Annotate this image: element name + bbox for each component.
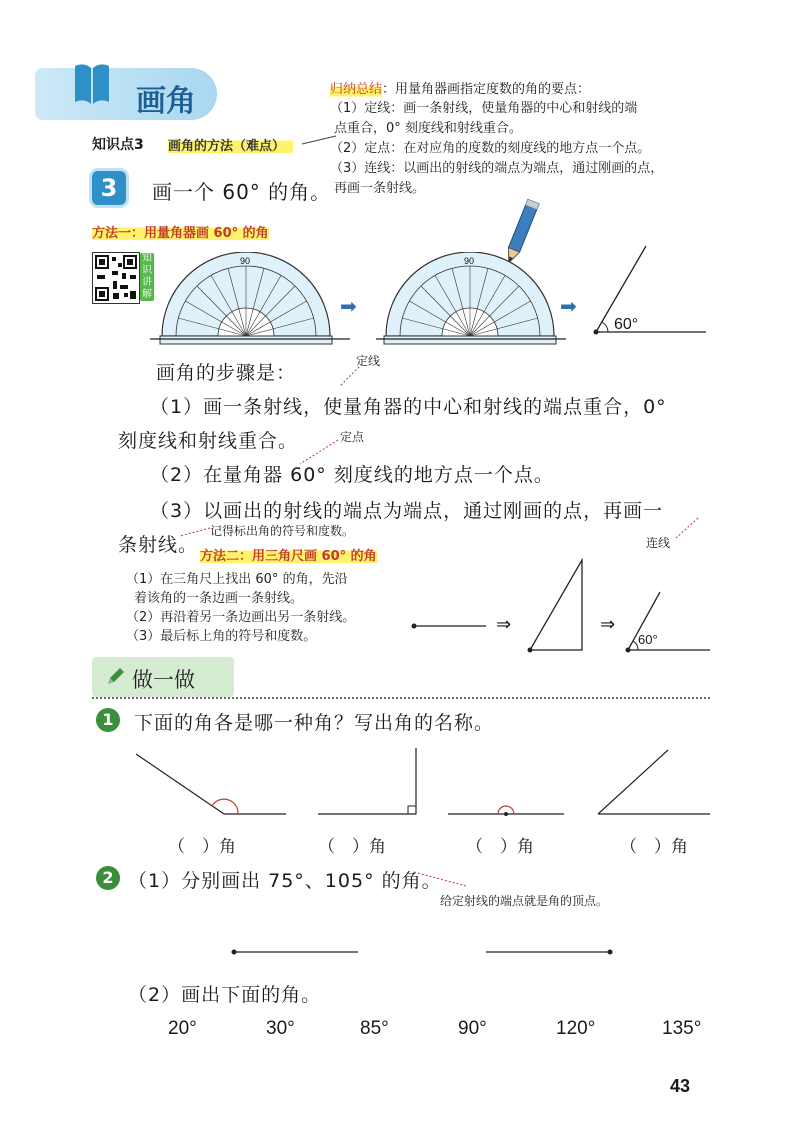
knowledge-point-label: 知识点3 xyxy=(92,137,144,153)
step1-line2: 刻度线和射线重合。 xyxy=(118,430,299,452)
note-arrow xyxy=(410,868,470,890)
angle-60-drawing xyxy=(590,240,710,340)
question-2-note: 给定射线的端点就是角的顶点。 xyxy=(440,894,609,908)
acute-angle xyxy=(598,750,710,814)
angle-value: 85° xyxy=(360,1018,389,1039)
method2-step: 着该角的一条边画一条射线。 xyxy=(134,591,304,606)
method2-step: （2）再沿着另一条边画出另一条射线。 xyxy=(126,610,356,625)
qr-label: 知识讲解 xyxy=(142,253,152,300)
ray-1 xyxy=(150,336,350,342)
summary-line: 点重合，0° 刻度线和射线重合。 xyxy=(334,121,522,136)
pencil-icon xyxy=(104,666,126,688)
divider xyxy=(92,697,710,699)
summary-line: （1）定线：画一条射线，使量角器的中心和射线的端 xyxy=(330,101,638,116)
ray-2 xyxy=(376,336,566,342)
note-arrow xyxy=(672,516,702,542)
given-ray-1[interactable] xyxy=(228,946,360,958)
obtuse-angle xyxy=(136,754,286,814)
question-number-2: 2 xyxy=(96,866,120,890)
qr-code-icon[interactable] xyxy=(92,252,140,304)
answer-blank[interactable]: （ ）角 xyxy=(318,837,386,857)
note-define-point: 定点 xyxy=(340,430,365,444)
angle-value: 20° xyxy=(168,1018,197,1039)
arrow-right-icon: ➡ xyxy=(560,294,577,318)
protractor-1 xyxy=(156,252,336,348)
protractor-label: 90 xyxy=(464,256,475,266)
page-number: 43 xyxy=(669,1076,690,1096)
summary-intro: ：用量角器画指定度数的角的要点： xyxy=(382,82,591,97)
angles-figure xyxy=(120,742,720,824)
method2-step: （1）在三角尺上找出 60° 的角，先沿 xyxy=(126,572,348,587)
right-angle xyxy=(318,748,416,814)
angle-60-drawing-2 xyxy=(622,588,712,656)
summary-line: （3）连线：以画出的射线的端点为端点，通过刚画的点， xyxy=(330,161,664,176)
angle-value: 135° xyxy=(662,1018,702,1039)
knowledge-method-label: 画角的方法（难点） xyxy=(168,135,293,154)
method2-step: （3）最后标上角的符号和度数。 xyxy=(126,629,317,644)
question-number-1: 1 xyxy=(96,708,120,732)
summary-connector xyxy=(300,130,340,150)
summary-block xyxy=(330,80,730,199)
summary-line: （2）定点：在对应角的度数的刻度线的地方点一个点。 xyxy=(330,141,651,156)
question-1-text: 下面的角各是哪一种角？写出角的名称。 xyxy=(134,712,495,734)
arrow-icon: ⇒ xyxy=(496,614,512,635)
straight-angle xyxy=(448,806,564,816)
step3-line2: 条射线。 xyxy=(118,534,199,556)
question-2-part2: （2）画出下面的角。 xyxy=(128,984,322,1006)
angle-label-60: 60° xyxy=(614,316,639,333)
note-arrow xyxy=(178,524,212,540)
protractor-label: 90 xyxy=(240,256,251,266)
practice-title: 做一做 xyxy=(132,668,195,692)
page-title: 画角 xyxy=(136,84,196,119)
example-number: 3 xyxy=(92,171,126,205)
arrow-right-icon: ➡ xyxy=(340,294,357,318)
method1-title: 方法一：用量角器画 60° 的角 xyxy=(92,222,269,241)
angle-value: 90° xyxy=(458,1018,487,1039)
method2-title: 方法二：用三角尺画 60° 的角 xyxy=(200,545,377,564)
step3-line1: （3）以画出的射线的端点为端点，通过刚画的点，再画一 xyxy=(150,500,664,522)
angle-label-60b: 60° xyxy=(638,632,658,647)
steps-heading: 画角的步骤是： xyxy=(156,362,297,384)
note-connect: 连线 xyxy=(646,536,671,550)
answer-blank[interactable]: （ ）角 xyxy=(466,837,534,857)
step1-line1: （1）画一条射线，使量角器的中心和射线的端点重合，0° xyxy=(150,396,667,418)
method2-ray xyxy=(410,620,488,632)
example-question: 画一个 60° 的角。 xyxy=(152,180,332,204)
summary-line: 再画一条射线。 xyxy=(334,181,426,196)
step2: （2）在量角器 60° 刻度线的地方点一个点。 xyxy=(150,464,554,486)
protractor-2 xyxy=(380,252,560,348)
arrow-icon: ⇒ xyxy=(600,614,616,635)
note-arrow xyxy=(336,362,366,390)
book-icon xyxy=(72,60,112,108)
question-2-part1: （1）分别画出 75°、105° 的角。 xyxy=(128,870,442,892)
note-define-line: 定线 xyxy=(356,354,381,368)
answer-blank[interactable]: （ ）角 xyxy=(620,837,688,857)
angle-value: 120° xyxy=(556,1018,596,1039)
answer-blank[interactable]: （ ）角 xyxy=(168,837,236,857)
given-ray-2[interactable] xyxy=(484,946,616,958)
triangle-ruler xyxy=(522,556,592,656)
note-mark: 记得标出角的符号和度数。 xyxy=(210,524,355,538)
summary-label: 归纳总结 xyxy=(330,82,383,97)
angle-value: 30° xyxy=(266,1018,295,1039)
method2-steps xyxy=(126,570,355,646)
